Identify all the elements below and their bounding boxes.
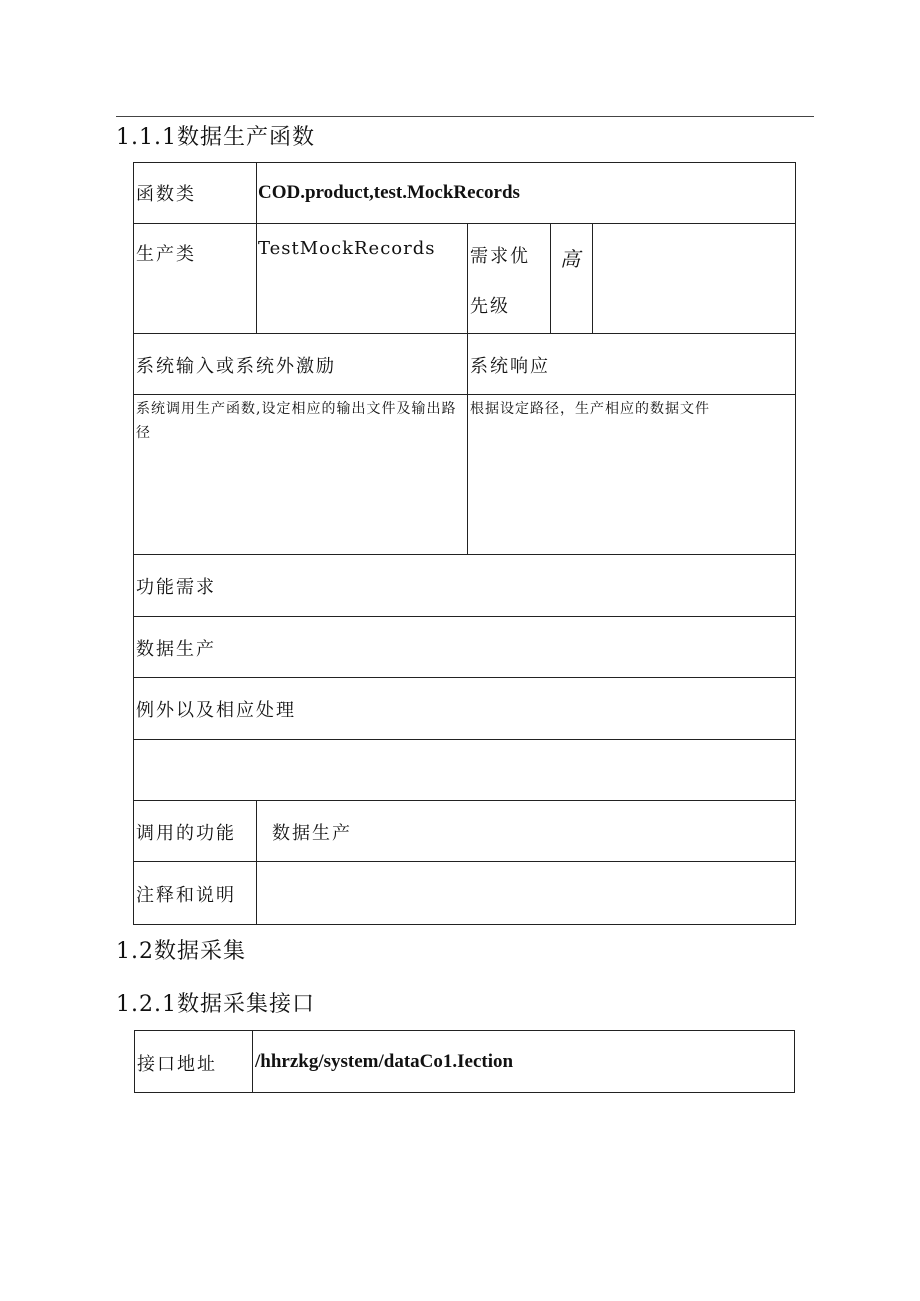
section-heading-1-2-1: 1.2.1数据采集接口 xyxy=(116,992,315,1017)
producer-class-value: TestMockRecords xyxy=(258,238,436,259)
row-divider xyxy=(133,223,796,224)
row-divider xyxy=(133,677,796,678)
response-text: 根据设定路径，生产相应的数据文件 xyxy=(470,401,710,417)
interface-address-value: /hhrzkg/system/dataCo1.Iection xyxy=(255,1051,514,1072)
column-divider xyxy=(256,162,257,333)
column-divider xyxy=(252,1030,253,1093)
producer-class-label: 生产类 xyxy=(136,244,196,265)
exception-label: 例外以及相应处理 xyxy=(136,700,296,721)
table-frame xyxy=(133,162,796,925)
column-divider xyxy=(592,223,593,333)
row-divider xyxy=(133,394,796,395)
row-divider xyxy=(133,333,796,334)
called-function-label: 调用的功能 xyxy=(136,823,236,844)
priority-label-line2: 先级 xyxy=(470,296,510,317)
row-divider xyxy=(133,739,796,740)
interface-address-label: 接口地址 xyxy=(137,1054,217,1075)
column-divider xyxy=(467,223,468,554)
row-divider xyxy=(133,616,796,617)
input-text: 系统调用生产函数,设定相应的输出文件及输出路径 xyxy=(136,401,457,441)
input-header: 系统输入或系统外激励 xyxy=(136,356,336,377)
column-divider xyxy=(256,800,257,925)
called-function-value: 数据生产 xyxy=(272,823,352,844)
response-header: 系统响应 xyxy=(470,356,550,377)
section-heading-1-1-1: 1.1.1数据生产函数 xyxy=(116,125,315,150)
function-class-label: 函数类 xyxy=(136,184,196,205)
column-divider xyxy=(550,223,551,333)
top-rule xyxy=(116,116,814,117)
notes-label: 注释和说明 xyxy=(136,885,236,906)
row-divider xyxy=(133,800,796,801)
priority-value: 高 xyxy=(560,247,582,271)
functional-req-label: 功能需求 xyxy=(136,577,216,598)
row-divider xyxy=(133,554,796,555)
section-heading-1-2: 1.2数据采集 xyxy=(116,939,246,964)
row-divider xyxy=(133,861,796,862)
functional-req-value: 数据生产 xyxy=(136,639,216,660)
priority-label-line1: 需求优 xyxy=(470,246,530,267)
function-class-value: COD.product,test.MockRecords xyxy=(258,182,520,203)
